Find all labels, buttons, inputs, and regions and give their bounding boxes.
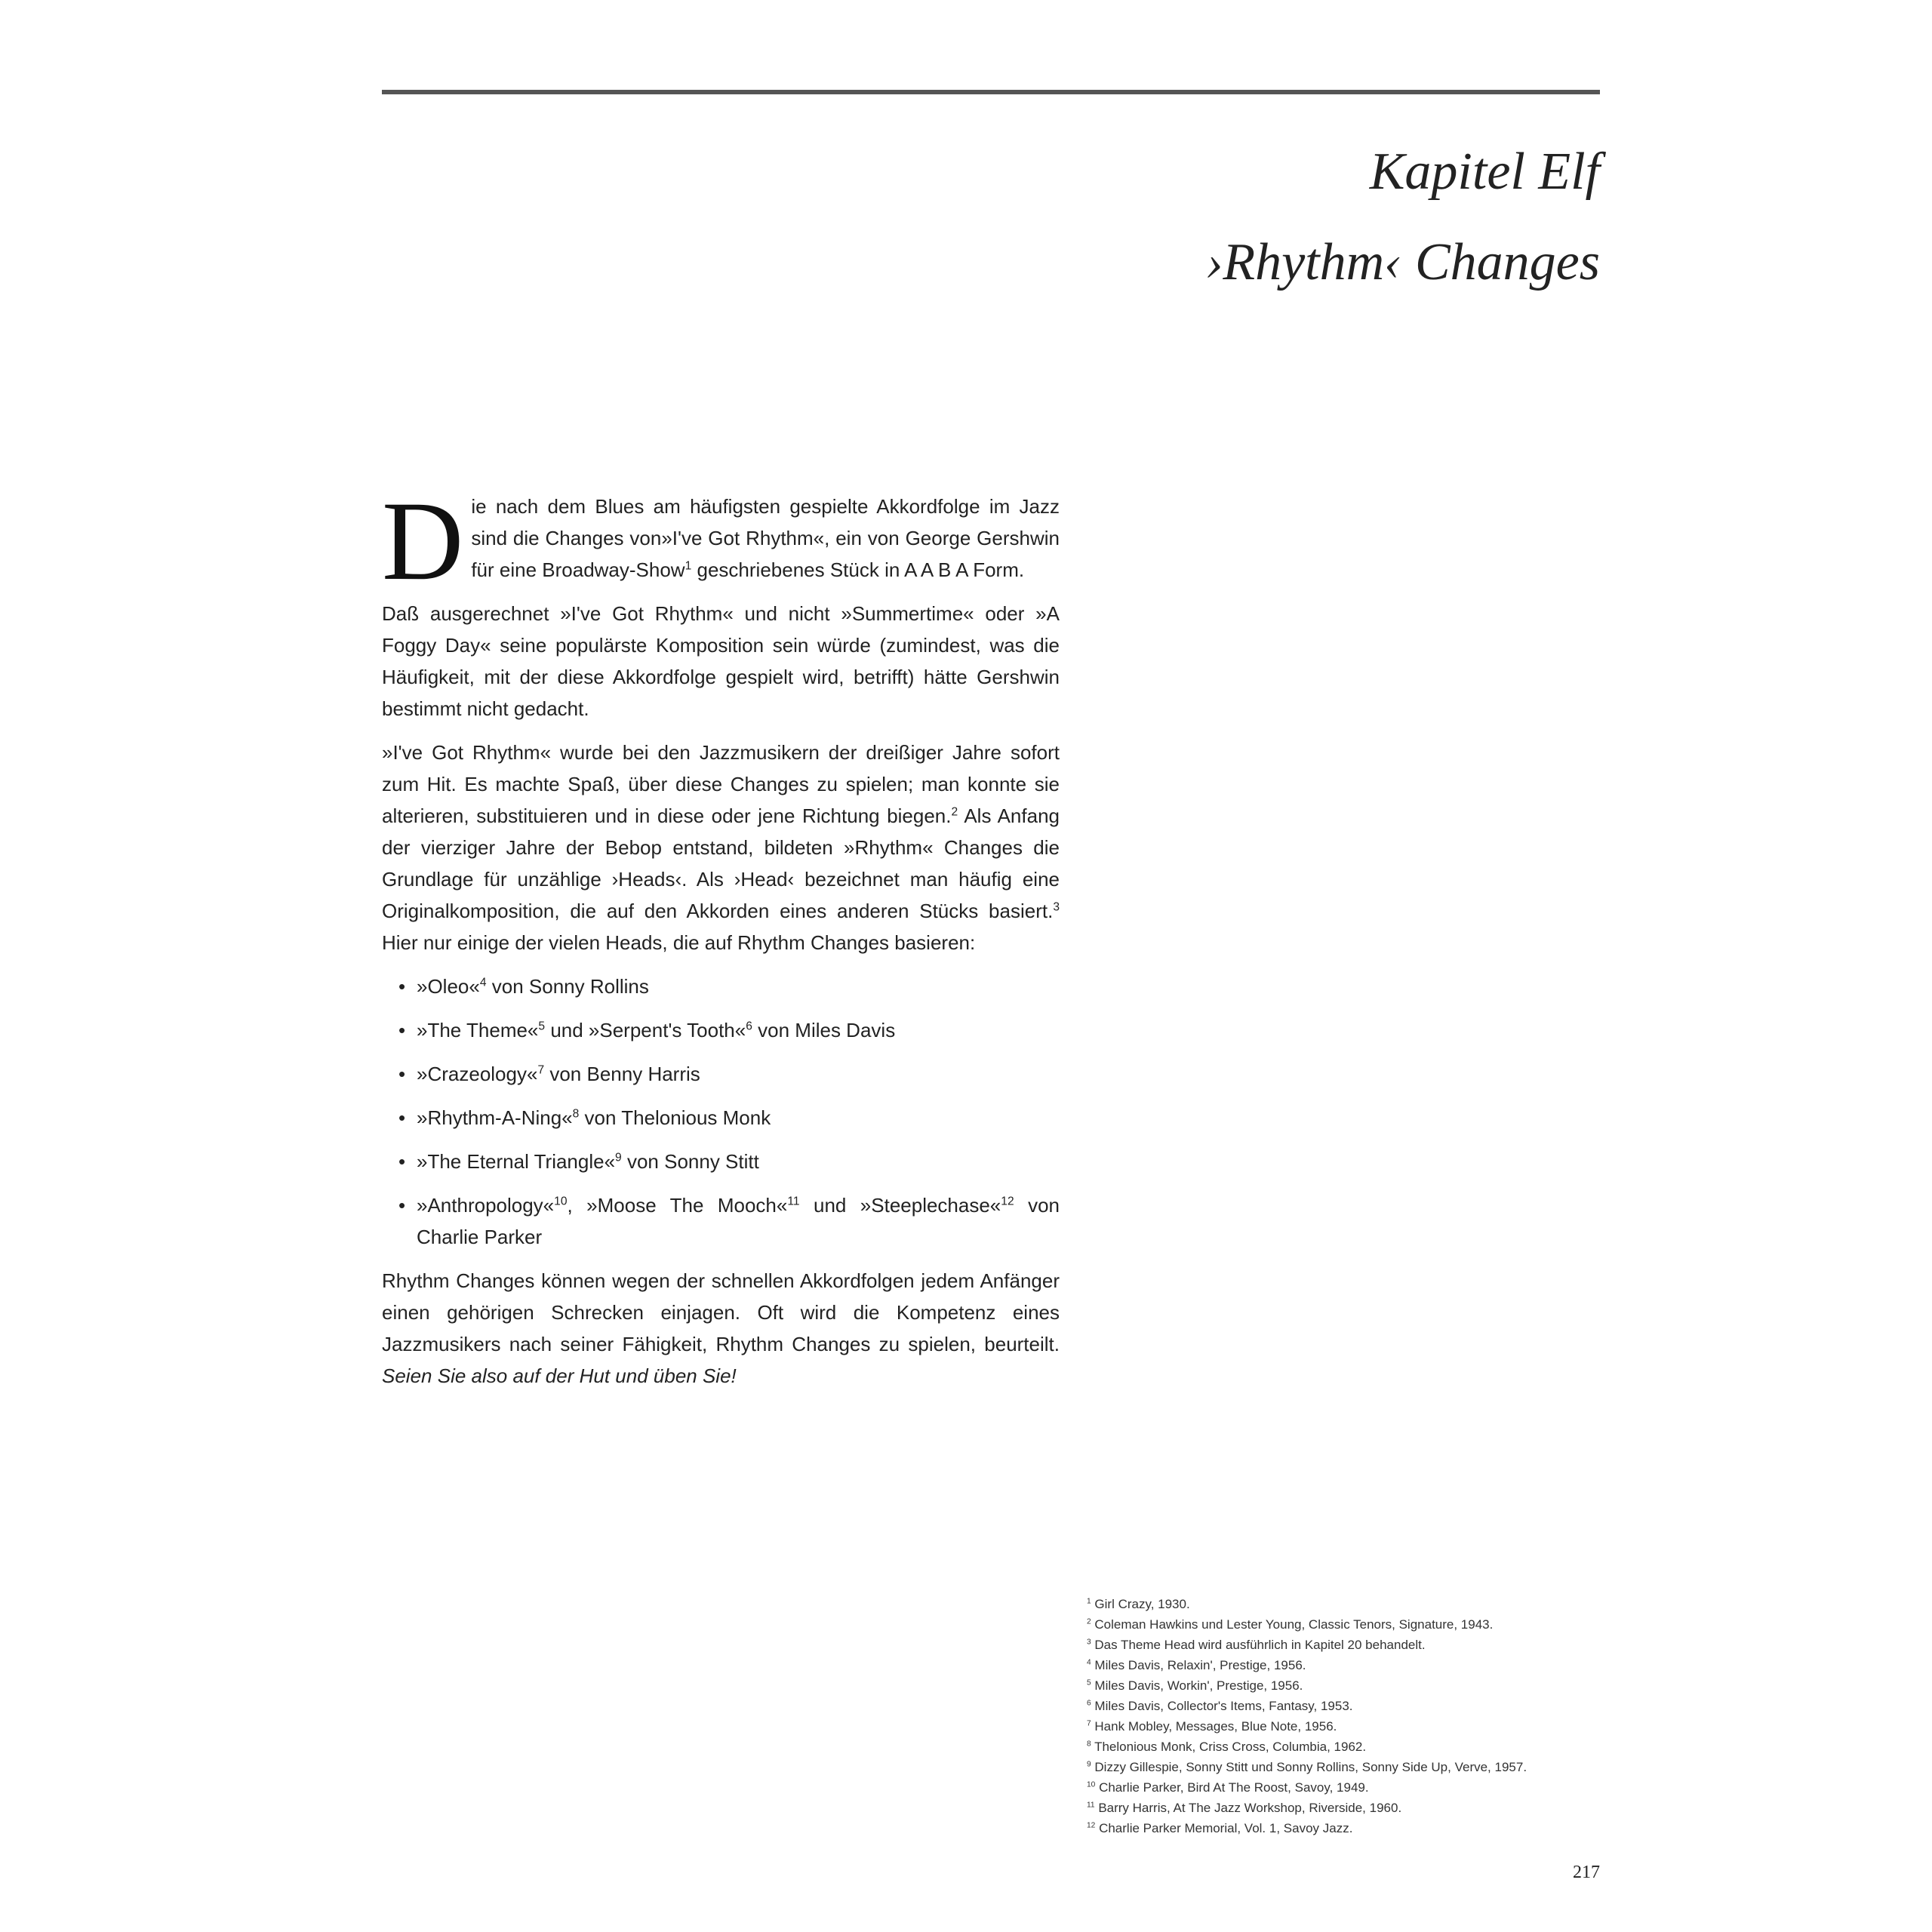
footnote	[1087, 1614, 1600, 1635]
list-item	[398, 1189, 1060, 1253]
footnote	[1087, 1675, 1600, 1696]
list-item-text: von Sonny Rollins	[486, 975, 649, 998]
footnote-number: 7	[1087, 1719, 1091, 1728]
footnotes	[1087, 1594, 1600, 1838]
list-item-title: »Oleo«	[417, 975, 480, 998]
closing-text: Rhythm Changes können wegen der schnellen Akkordfolgen jedem Anfänger einen gehörigen Schrecken einjagen. Oft wird die Kompetenz eines Jazzmusikers nach seiner Fähigkeit, Rhythm Changes zu spielen, beurteilt.	[382, 1269, 1060, 1355]
footnote-text: Coleman Hawkins und Lester Young, Classic Tenors, Signature, 1943.	[1094, 1617, 1494, 1632]
footnote-ref: 10	[554, 1195, 568, 1208]
footnote-ref: 4	[479, 976, 487, 989]
footnote	[1087, 1635, 1600, 1655]
list-item	[398, 1058, 1060, 1090]
footnote-text: Girl Crazy, 1930.	[1094, 1597, 1190, 1611]
list-item	[398, 1146, 1060, 1177]
intro-paragraph	[382, 478, 1060, 604]
footnote-text: Miles Davis, Relaxin', Prestige, 1956.	[1094, 1658, 1306, 1672]
list-item	[398, 971, 1060, 1002]
intro-text-after: geschriebenes Stück in A A B A Form.	[691, 558, 1025, 581]
footnote-ref: 8	[572, 1107, 580, 1121]
footnote-number: 5	[1087, 1678, 1091, 1687]
chapter-heading	[1205, 127, 1600, 308]
list-item-title: »The Theme«	[417, 1019, 539, 1041]
footnote-ref: 11	[787, 1195, 800, 1208]
footnote	[1087, 1737, 1600, 1757]
list-item-text: von Benny Harris	[544, 1063, 700, 1085]
footnote-number: 12	[1087, 1821, 1096, 1830]
paragraph-3-part1: »I've Got Rhythm« wurde bei den Jazzmusikern der dreißiger Jahre sofort zum Hit. Es machte Spaß, über diese Changes zu spielen; man konnte sie alterieren, substituieren und in diese oder jene Richtung biegen.	[382, 741, 1060, 827]
footnote-text: Miles Davis, Collector's Items, Fantasy, 1953.	[1094, 1699, 1353, 1713]
footnote-ref: 1	[685, 559, 692, 573]
list-item-title: »Crazeology«	[417, 1063, 538, 1085]
footnote-text: Dizzy Gillespie, Sonny Stitt und Sonny Rollins, Sonny Side Up, Verve, 1957.	[1094, 1760, 1527, 1774]
footnote-number: 2	[1087, 1617, 1091, 1626]
footnote-ref: 3	[1053, 900, 1060, 914]
list-item-title: »Rhythm-A-Ning«	[417, 1106, 573, 1129]
footnote-number: 10	[1087, 1780, 1096, 1789]
page-number: 217	[1573, 1863, 1600, 1882]
list-item-title: »Anthropology«	[417, 1194, 555, 1217]
intro-text: ie nach dem Blues am häufigsten gespielte Akkordfolge im Jazz sind die Changes von»I've Got Rhythm«, ein von George Gershwin für eine Broadway-Show	[471, 495, 1060, 581]
heads-list	[382, 971, 1060, 1253]
list-item	[398, 1102, 1060, 1134]
closing-paragraph	[382, 1265, 1060, 1392]
footnote	[1087, 1696, 1600, 1716]
footnote-number: 6	[1087, 1699, 1091, 1708]
footnote-text: Charlie Parker Memorial, Vol. 1, Savoy Jazz.	[1099, 1821, 1353, 1835]
footnote-ref: 6	[746, 1020, 752, 1033]
footnote-number: 4	[1087, 1658, 1091, 1667]
footnote	[1087, 1655, 1600, 1675]
drop-cap: D	[382, 478, 464, 604]
footnote-text: Charlie Parker, Bird At The Roost, Savoy, 1949.	[1099, 1780, 1369, 1795]
closing-italic-text: Seien Sie also auf der Hut und üben Sie!	[382, 1364, 737, 1387]
footnote-ref: 7	[537, 1063, 545, 1077]
footnote-text: Barry Harris, At The Jazz Workshop, Riverside, 1960.	[1098, 1801, 1402, 1815]
footnote-number: 8	[1087, 1740, 1091, 1749]
footnote-text: Hank Mobley, Messages, Blue Note, 1956.	[1094, 1719, 1337, 1734]
footnote-number: 9	[1087, 1760, 1091, 1769]
footnote	[1087, 1818, 1600, 1838]
footnote-ref: 2	[951, 805, 958, 819]
list-item-text: von Miles Davis	[752, 1019, 896, 1041]
footnote	[1087, 1757, 1600, 1777]
footnote-ref: 9	[615, 1151, 622, 1164]
footnote	[1087, 1777, 1600, 1798]
list-item-text: und »Serpent's Tooth«	[545, 1019, 746, 1041]
footnote-number: 3	[1087, 1638, 1091, 1647]
paragraph-3-part2: Als Anfang der vierziger Jahre der Bebop entstand, bildeten »Rhythm« Changes die Grundlage für unzählige ›Heads‹. Als ›Head‹ bezeichnet man häufig eine Originalkomposition, die auf den Akkorden eines anderen Stücks basiert.	[382, 804, 1060, 922]
paragraph-3-part3: Hier nur einige der vielen Heads, die auf Rhythm Changes basieren:	[382, 931, 976, 954]
footnote-ref: 5	[538, 1020, 546, 1033]
list-item-text: und »Steeplechase«	[799, 1194, 1001, 1217]
paragraph-3	[382, 737, 1060, 958]
list-item-title: »The Eternal Triangle«	[417, 1150, 616, 1173]
list-item-text: von Sonny Stitt	[621, 1150, 759, 1173]
footnote-number: 1	[1087, 1597, 1091, 1606]
list-item-text: von Charlie Parker	[417, 1194, 1060, 1248]
list-item-text: von Thelonious Monk	[579, 1106, 771, 1129]
footnote	[1087, 1716, 1600, 1737]
footnote-ref: 12	[1001, 1195, 1014, 1208]
footnote-text: Miles Davis, Workin', Prestige, 1956.	[1094, 1678, 1303, 1693]
footnote-text: Thelonious Monk, Criss Cross, Columbia, 1962.	[1094, 1740, 1367, 1754]
chapter-title-line1: Kapitel Elf	[1369, 143, 1600, 201]
list-item	[398, 1014, 1060, 1046]
list-item-text: , »Moose The Mooch«	[567, 1194, 788, 1217]
footnote-text: Das Theme Head wird ausführlich in Kapitel 20 behandelt.	[1094, 1638, 1426, 1652]
footnote-number: 11	[1087, 1801, 1095, 1810]
top-rule	[382, 90, 1600, 94]
footnote	[1087, 1594, 1600, 1614]
body-column	[382, 478, 1060, 1404]
paragraph-2: Daß ausgerechnet »I've Got Rhythm« und nicht »Summertime« oder »A Foggy Day« seine populärste Komposition sein würde (zumindest, was die Häufigkeit, mit der diese Akkordfolge gespielt wird, betrifft) hätte Gershwin bestimmt nicht gedacht.	[382, 602, 1060, 720]
chapter-title-line2: ›Rhythm‹ Changes	[1205, 233, 1600, 291]
footnote	[1087, 1798, 1600, 1818]
